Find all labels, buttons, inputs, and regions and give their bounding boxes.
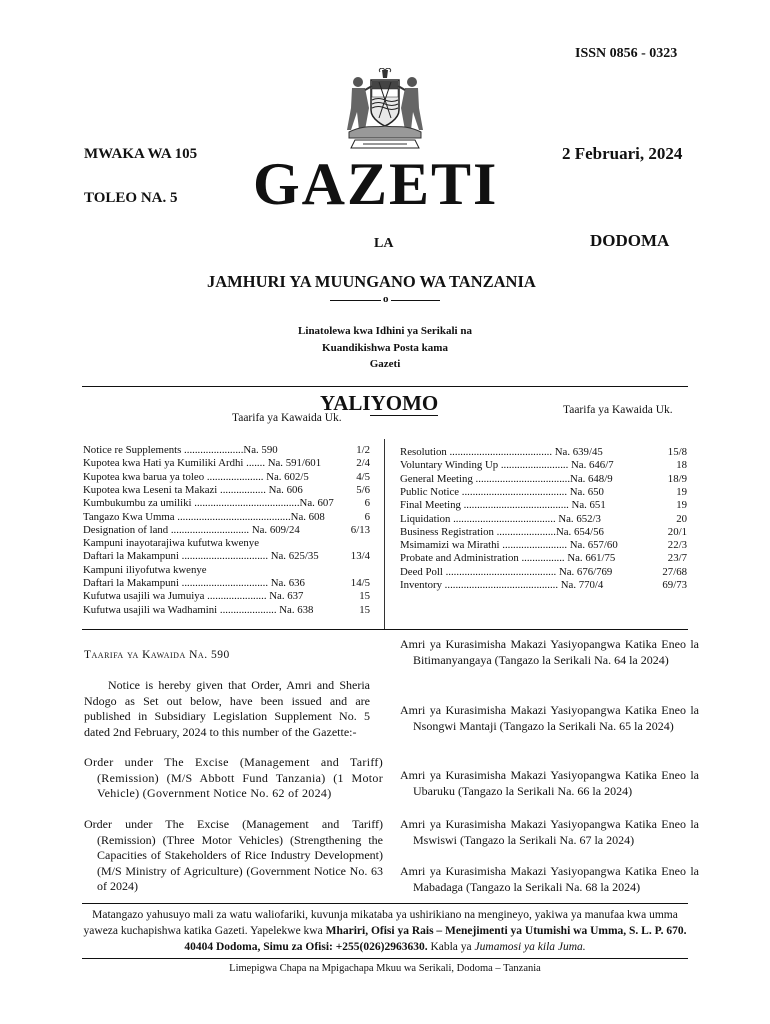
divider-footer-bottom xyxy=(82,958,688,959)
issue-date: 2 Februari, 2024 xyxy=(562,144,683,163)
notice-amri-item: Amri ya Kurasimisha Makazi Yasiyopangwa Katika Eneo la Nsongwi Mantaji (Tangazo la Serikali Na. 65 la 2024) xyxy=(400,703,699,733)
contents-row xyxy=(83,551,370,562)
contents-row xyxy=(83,512,370,523)
contents-entry-label: Daftari la Makampuni ................................ Na. 625/35 xyxy=(83,550,319,563)
contents-entry-label: Liquidation ...................................... Na. 652/3 xyxy=(400,512,601,525)
submission-deadline-prefix: Kabla ya xyxy=(427,941,475,953)
contents-entry-label: Deed Poll ......................................... Na. 676/769 xyxy=(400,565,613,578)
masthead-title: GAZETI xyxy=(253,151,499,217)
contents-entry-page: 69/73 xyxy=(662,579,687,591)
contents-row xyxy=(83,458,370,469)
divider-footer-top xyxy=(82,903,688,904)
contents-entry-label: Kampuni inayotarajiwa kufutwa kwenye xyxy=(83,537,259,550)
contents-row xyxy=(400,500,687,511)
contents-row xyxy=(400,487,687,498)
contents-entry-page: 4/5 xyxy=(356,470,370,483)
contents-entry-label: General Meeting ...................................Na. 648/9 xyxy=(400,472,613,485)
contents-entry-label: Probate and Administration ................ Na. 661/75 xyxy=(400,552,616,565)
notice-order-item: Order under The Excise (Management and Tariff) (Remission) (Three Motor Vehicles) (Strengthening the Capacities of Stakeholders of Rice Industry Development) (M/S Ministry of Agriculture) (Government Notice No. 63 of 2024) xyxy=(84,817,383,893)
masthead-la: LA xyxy=(374,236,394,251)
contents-row xyxy=(83,591,370,602)
contents-row xyxy=(83,578,370,589)
contents-entry-label: Inventory .......................................... Na. 770/4 xyxy=(400,579,604,591)
editor-address: Mhariri, Ofisi ya Rais – Menejimenti ya Utumishi wa Umma, S. L. P. 670. 40404 Dodoma, Simu za Ofisi: +255(026)2963630. xyxy=(184,925,687,953)
contents-entry-label: Notice re Supplements ......................Na. 590 xyxy=(83,444,278,456)
issn-number: ISSN 0856 - 0323 xyxy=(575,46,678,61)
contents-entry-label: Kupotea kwa Hati ya Kumiliki Ardhi ....... Na. 591/601 xyxy=(83,457,322,470)
contents-entry-label: Daftari la Makampuni ................................ Na. 636 xyxy=(83,577,305,589)
contents-row xyxy=(400,527,687,538)
contents-entry-page: 15 xyxy=(359,603,370,616)
contents-entry-page: 6 xyxy=(364,510,370,523)
contents-entry-label: Kampuni iliyofutwa kwenye xyxy=(83,563,207,576)
contents-entry-label: Kupotea kwa Leseni ta Makazi ................. Na. 606 xyxy=(83,483,303,496)
contents-entry-label: Kupotea kwa barua ya toleo ..................... Na. 602/5 xyxy=(83,470,309,483)
contents-title: YALIYOMO xyxy=(320,391,439,415)
notice-amri-item: Amri ya Kurasimisha Makazi Yasiyopangwa Katika Eneo la Bitimanyangaya (Tangazo la Serikali Na. 64 la 2024) xyxy=(400,637,699,667)
contents-entry-label: Kufutwa usajili wa Wadhamini ..................... Na. 638 xyxy=(83,603,314,616)
contents-entry-page: 6/13 xyxy=(350,523,370,536)
contents-row xyxy=(400,567,687,578)
contents-entry-page: 18 xyxy=(676,459,687,472)
contents-entry-label: Tangazo Kwa Umma ..........................................Na. 608 xyxy=(83,510,325,523)
issue-number: TOLEO NA. 5 xyxy=(84,190,178,206)
contents-entry-page: 14/5 xyxy=(350,577,370,589)
notice-amri-item: Amri ya Kurasimisha Makazi Yasiyopangwa Katika Eneo la Mswiswi (Tangazo la Serikali Na. 67 la 2024) xyxy=(400,817,699,847)
contents-entry-label: Designation of land ............................. Na. 609/24 xyxy=(83,523,300,536)
place-of-publication: DODOMA xyxy=(590,231,670,250)
authorization-line-2: Kuandikishwa Posta kama xyxy=(322,342,448,354)
contents-row xyxy=(83,525,370,536)
contents-entry-page: 18/9 xyxy=(667,472,687,485)
notice-intro: Notice is hereby given that Order, Amri and Sheria Ndogo as Set out below, have been issued and are published in Subsidiary Legislation Supplement No. 5 dated 2nd February, 2024 to this number of the Gazette:- xyxy=(84,678,370,739)
contents-right-header: Taarifa ya Kawaida Uk. xyxy=(563,404,673,416)
contents-entry-page: 5/6 xyxy=(356,483,370,496)
divider-top xyxy=(82,386,688,387)
notice-amri-item: Amri ya Kurasimisha Makazi Yasiyopangwa Katika Eneo la Ubaruku (Tangazo la Serikali Na. 66 la 2024) xyxy=(400,768,699,798)
submission-deadline: Jumamosi ya kila Juma. xyxy=(474,941,586,953)
contents-row xyxy=(83,485,370,496)
contents-column-divider xyxy=(384,439,385,629)
notice-order-item: Order under The Excise (Management and Tariff) (Remission) (M/S Abbott Fund Tanzania) (1 Motor Vehicle) (Government Notice No. 62 of 2024) xyxy=(84,755,383,800)
contents-entry-page: 2/4 xyxy=(356,457,370,470)
contents-entry-label: Msimamizi wa Mirathi ........................ Na. 657/60 xyxy=(400,539,618,552)
contents-entry-label: Final Meeting ....................................... Na. 651 xyxy=(400,499,606,512)
notice-amri-item: Amri ya Kurasimisha Makazi Yasiyopangwa Katika Eneo la Mabadaga (Tangazo la Serikali Na. 68 la 2024) xyxy=(400,864,699,894)
notice-heading: Taarifa ya Kawaida Na. 590 xyxy=(84,649,230,661)
submission-text: Matangazo yahusuyo mali za watu waliofariki, kuvunja mikataba ya ushirikiano na mengineyo, yakiwa ya manufaa kwa umma yaweza kuchapishwa katika Gazeti. Yapelekwe kwa xyxy=(83,909,678,937)
contents-entry-label: Kufutwa usajili wa Jumuiya ...................... Na. 637 xyxy=(83,590,304,603)
contents-entry-label: Resolution ...................................... Na. 639/45 xyxy=(400,446,603,458)
contents-row xyxy=(83,472,370,483)
contents-entry-page: 19 xyxy=(676,499,687,512)
contents-row xyxy=(400,540,687,551)
contents-entry-page: 15/8 xyxy=(667,446,687,458)
contents-left-header: Taarifa ya Kawaida Uk. xyxy=(232,412,342,424)
contents-title-underline xyxy=(370,415,438,416)
contents-entry-page: 20/1 xyxy=(667,525,687,538)
contents-row xyxy=(400,460,687,471)
contents-entry-page: 6 xyxy=(364,497,370,510)
contents-entry-label: Kumbukumbu za umiliki .......................................Na. 607 xyxy=(83,497,334,510)
ornament-circle: o xyxy=(383,293,389,305)
contents-row xyxy=(83,565,370,576)
submission-notice xyxy=(82,907,688,955)
authorization-line-3: Gazeti xyxy=(369,358,401,370)
contents-entry-page: 19 xyxy=(676,485,687,498)
contents-entry-page: 15 xyxy=(359,590,370,603)
printer-line: Limepigwa Chapa na Mpigachapa Mkuu wa Serikali, Dodoma – Tanzania xyxy=(229,963,541,974)
contents-entry-page: 22/3 xyxy=(667,539,687,552)
contents-row xyxy=(83,445,370,456)
contents-row xyxy=(400,514,687,525)
contents-row xyxy=(83,498,370,509)
contents-entry-label: Public Notice ....................................... Na. 650 xyxy=(400,485,604,498)
contents-entry-label: Business Registration ......................Na. 654/56 xyxy=(400,525,604,538)
authorization-line-1: Linatolewa kwa Idhini ya Serikali na xyxy=(298,325,472,337)
contents-entry-page: 13/4 xyxy=(350,550,370,563)
contents-entry-page: 23/7 xyxy=(667,552,687,565)
contents-row xyxy=(400,553,687,564)
contents-row xyxy=(400,447,687,458)
contents-row xyxy=(83,605,370,616)
coat-of-arms-emblem xyxy=(335,68,435,150)
contents-row xyxy=(83,538,370,549)
contents-row xyxy=(400,474,687,485)
contents-entry-page: 27/68 xyxy=(662,565,687,578)
contents-row xyxy=(400,580,687,591)
contents-entry-page: 1/2 xyxy=(356,444,370,456)
republic-name: JAMHURI YA MUUNGANO WA TANZANIA xyxy=(207,272,536,291)
volume-number: MWAKA WA 105 xyxy=(84,146,198,162)
divider-contents-bottom xyxy=(82,629,688,630)
contents-entry-label: Voluntary Winding Up ......................... Na. 646/7 xyxy=(400,459,614,472)
contents-entry-page: 20 xyxy=(676,512,687,525)
